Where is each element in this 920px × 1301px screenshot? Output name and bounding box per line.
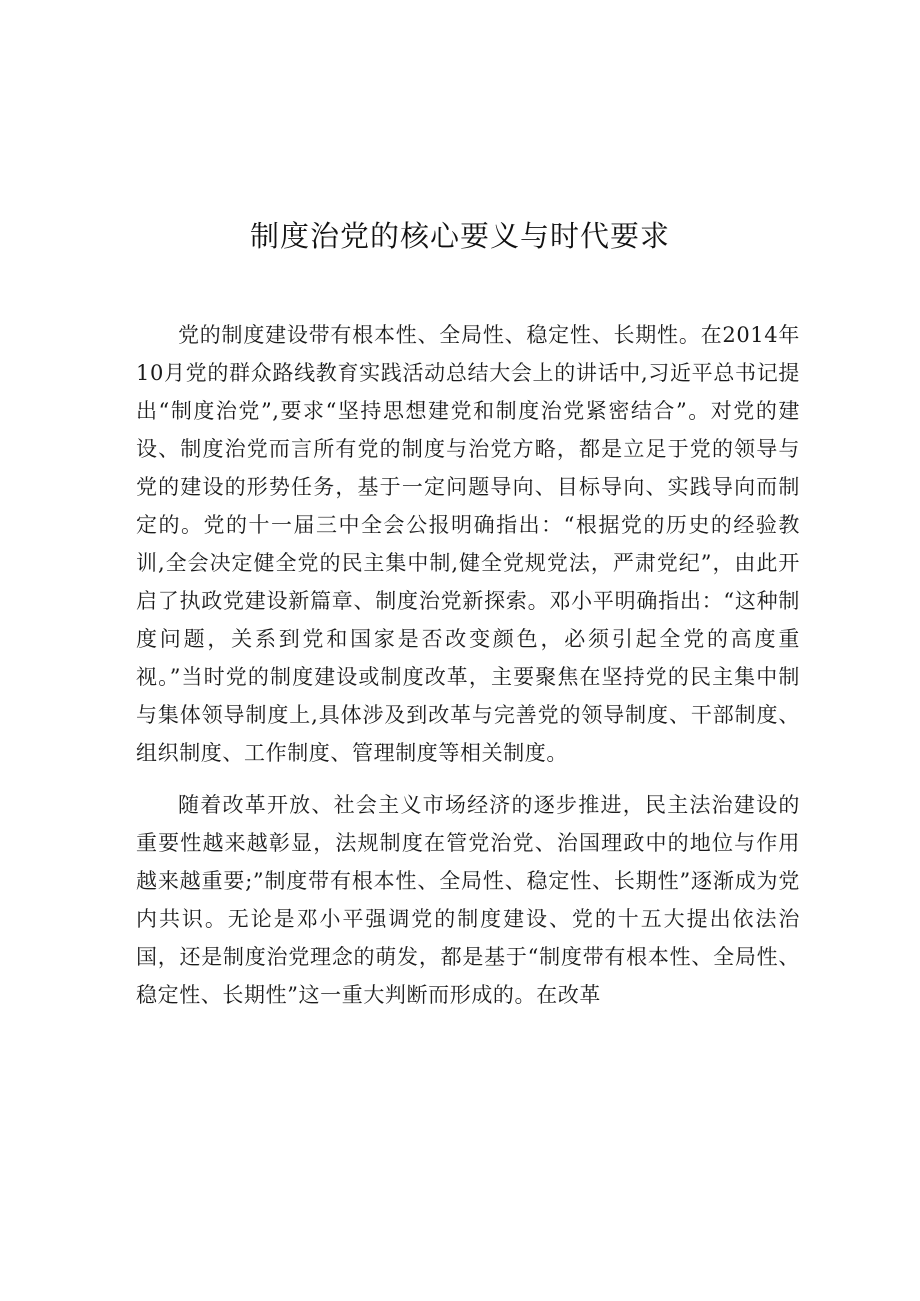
paragraph-2: 随着改革开放、社会主义市场经济的逐步推进，民主法治建设的重要性越来越彰显，法规制度在管党治党、治国理政中的地位与作用越来越重要;”制度带有根本性、全局性、稳定性、长期性”逐渐成为党内共识。无论是邓小平强调党的制度建设、党的十五大提出依法治国，还是制度治党理念的萌发，都是基于“制度带有根本性、全局性、稳定性、长期性”这一重大判断而形成的。在改革 [136, 793, 800, 1007]
document-title: 制度治党的核心要义与时代要求 [249, 219, 670, 253]
document-body [136, 316, 800, 1014]
paragraph-1: 党的制度建设带有根本性、全局性、稳定性、长期性。在2014年10月党的群众路线教育实践活动总结大会上的讲话中,习近平总书记提出“制度治党”,要求“坚持思想建党和制度治党紧密结合”。对党的建设、制度治党而言所有党的制度与治党方略，都是立足于党的领导与党的建设的形势任务，基于一定问题导向、目标导向、实践导向而制定的。党的十一届三中全会公报明确指出：“根据党的历史的经验教训,全会决定健全党的民主集中制,健全党规党法，严肃党纪”，由此开启了执政党建设新篇章、制度治党新探索。邓小平明确指出：“这种制度问题，关系到党和国家是否改变颜色，必须引起全党的高度重视。”当时党的制度建设或制度改革，主要聚焦在坚持党的民主集中制与集体领导制度上,具体涉及到改革与完善党的领导制度、干部制度、组织制度、工作制度、管理制度等相关制度。 [136, 323, 800, 765]
